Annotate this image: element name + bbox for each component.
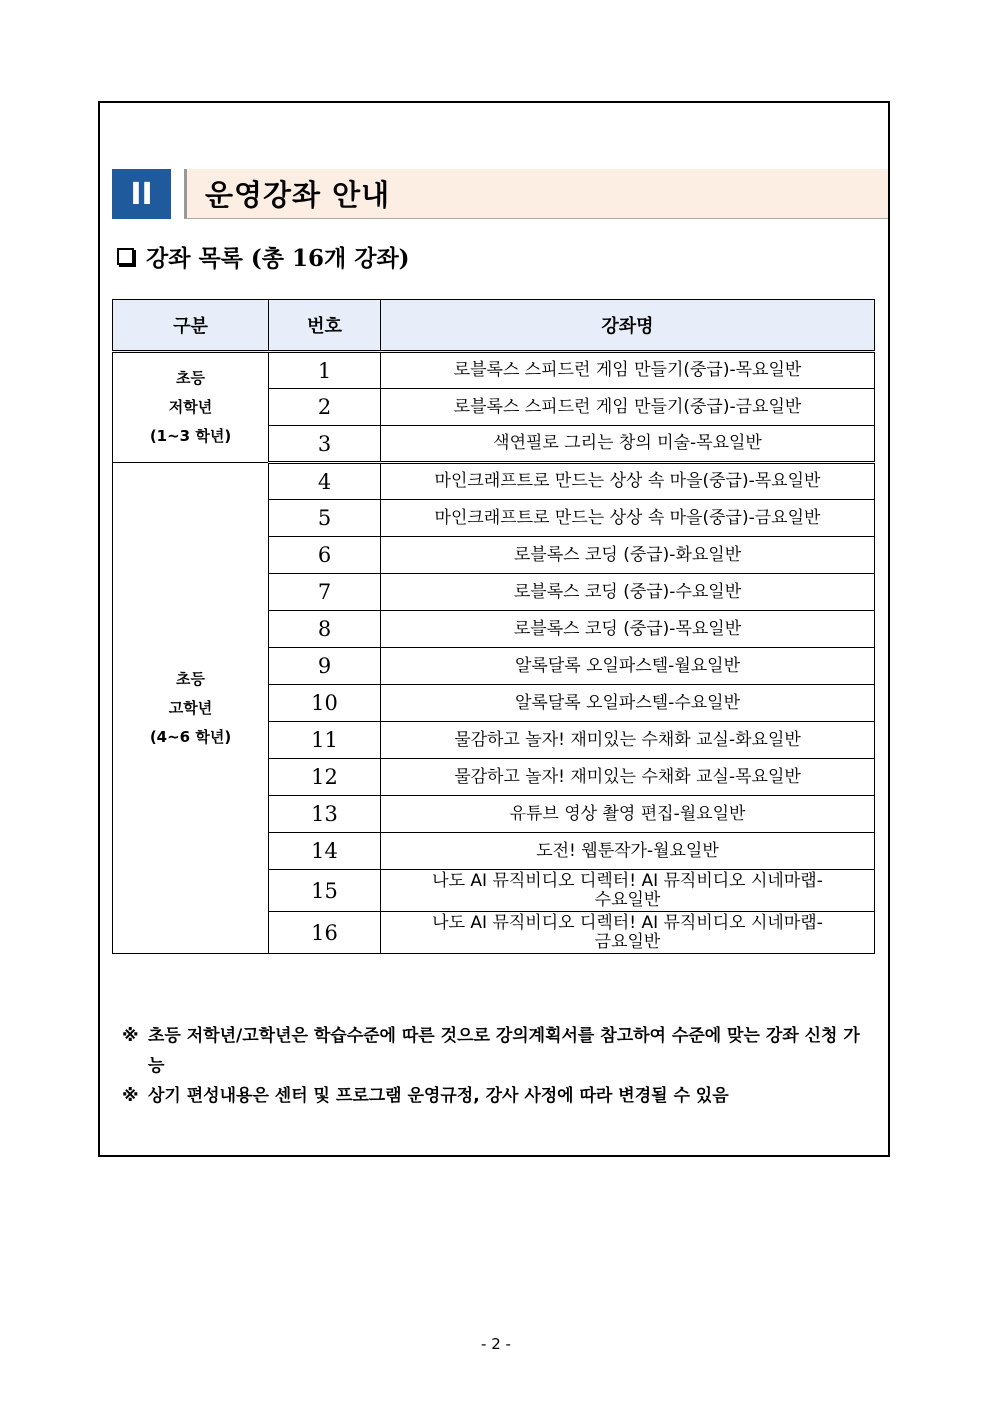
course-number: 3 <box>269 426 381 463</box>
course-number: 8 <box>269 611 381 648</box>
category-line: 저학년 <box>168 398 213 416</box>
category-line: (4~6 학년) <box>149 727 232 746</box>
course-name: 알록달록 오일파스텔-월요일반 <box>381 648 875 685</box>
course-name: 로블록스 스피드런 게임 만들기(중급)-목요일반 <box>381 352 875 389</box>
note-text: 초등 저학년/고학년은 학습수준에 따른 것으로 강의계획서를 참고하여 수준에 맞는 강좌 신청 가능 <box>148 1026 860 1076</box>
course-number: 5 <box>269 500 381 537</box>
course-name: 물감하고 놀자! 재미있는 수채화 교실-화요일반 <box>381 722 875 759</box>
course-name: 물감하고 놀자! 재미있는 수채화 교실-목요일반 <box>381 759 875 796</box>
subheading <box>117 240 410 273</box>
course-name: 마인크래프트로 만드는 상상 속 마을(중급)-목요일반 <box>381 463 875 500</box>
table-row <box>113 352 875 389</box>
note-item <box>122 1081 867 1111</box>
course-table <box>112 299 875 954</box>
page-number: - 2 - <box>481 1335 511 1353</box>
category-cell-upper <box>113 463 269 954</box>
course-number: 11 <box>269 722 381 759</box>
course-name: 로블록스 스피드런 게임 만들기(중급)-금요일반 <box>381 389 875 426</box>
checkbox-icon <box>117 248 134 265</box>
course-number: 7 <box>269 574 381 611</box>
course-number: 15 <box>269 870 381 912</box>
course-name-line: 나도 AI 뮤직비디오 디렉터! AI 뮤직비디오 시네마랩- <box>432 870 823 891</box>
reference-mark: ※ <box>122 1086 139 1106</box>
section-title-bar <box>184 169 888 219</box>
course-number: 12 <box>269 759 381 796</box>
course-name: 유튜브 영상 촬영 편집-월요일반 <box>381 796 875 833</box>
course-name <box>381 870 875 912</box>
category-line: 초등 <box>176 369 205 387</box>
course-name: 로블록스 코딩 (중급)-화요일반 <box>381 537 875 574</box>
header-course-name: 강좌명 <box>381 300 875 352</box>
course-name-line: 나도 AI 뮤직비디오 디렉터! AI 뮤직비디오 시네마랩- <box>432 912 823 933</box>
course-number: 4 <box>269 463 381 500</box>
course-name-line: 수요일반 <box>594 889 661 910</box>
subheading-text: 강좌 목록 (총 16개 강좌) <box>146 245 410 272</box>
category-line: 고학년 <box>168 698 213 717</box>
reference-mark: ※ <box>122 1026 139 1046</box>
header-category: 구분 <box>113 300 269 352</box>
course-number: 9 <box>269 648 381 685</box>
course-name: 마인크래프트로 만드는 상상 속 마을(중급)-금요일반 <box>381 500 875 537</box>
course-name <box>381 912 875 954</box>
course-number: 10 <box>269 685 381 722</box>
course-name: 알록달록 오일파스텔-수요일반 <box>381 685 875 722</box>
table-row <box>113 463 875 500</box>
course-number: 2 <box>269 389 381 426</box>
category-cell-lower <box>113 352 269 463</box>
course-name: 로블록스 코딩 (중급)-목요일반 <box>381 611 875 648</box>
course-name: 색연필로 그리는 창의 미술-목요일반 <box>381 426 875 463</box>
course-name: 로블록스 코딩 (중급)-수요일반 <box>381 574 875 611</box>
header-number: 번호 <box>269 300 381 352</box>
course-name-line: 금요일반 <box>594 931 661 952</box>
course-number: 14 <box>269 833 381 870</box>
note-item <box>122 1021 867 1081</box>
category-line: 초등 <box>176 669 205 688</box>
section-number-badge: II <box>112 169 171 219</box>
course-number: 16 <box>269 912 381 954</box>
course-name: 도전! 웹툰작가-월요일반 <box>381 833 875 870</box>
course-number: 6 <box>269 537 381 574</box>
course-number: 13 <box>269 796 381 833</box>
course-number: 1 <box>269 352 381 389</box>
table-header-row <box>113 300 875 352</box>
notes <box>122 1021 867 1111</box>
note-text: 상기 편성내용은 센터 및 프로그램 운영규정, 강사 사정에 따라 변경될 수 있음 <box>148 1086 729 1106</box>
category-line: (1~3 학년) <box>149 427 232 445</box>
section-title: 운영강좌 안내 <box>205 178 391 212</box>
